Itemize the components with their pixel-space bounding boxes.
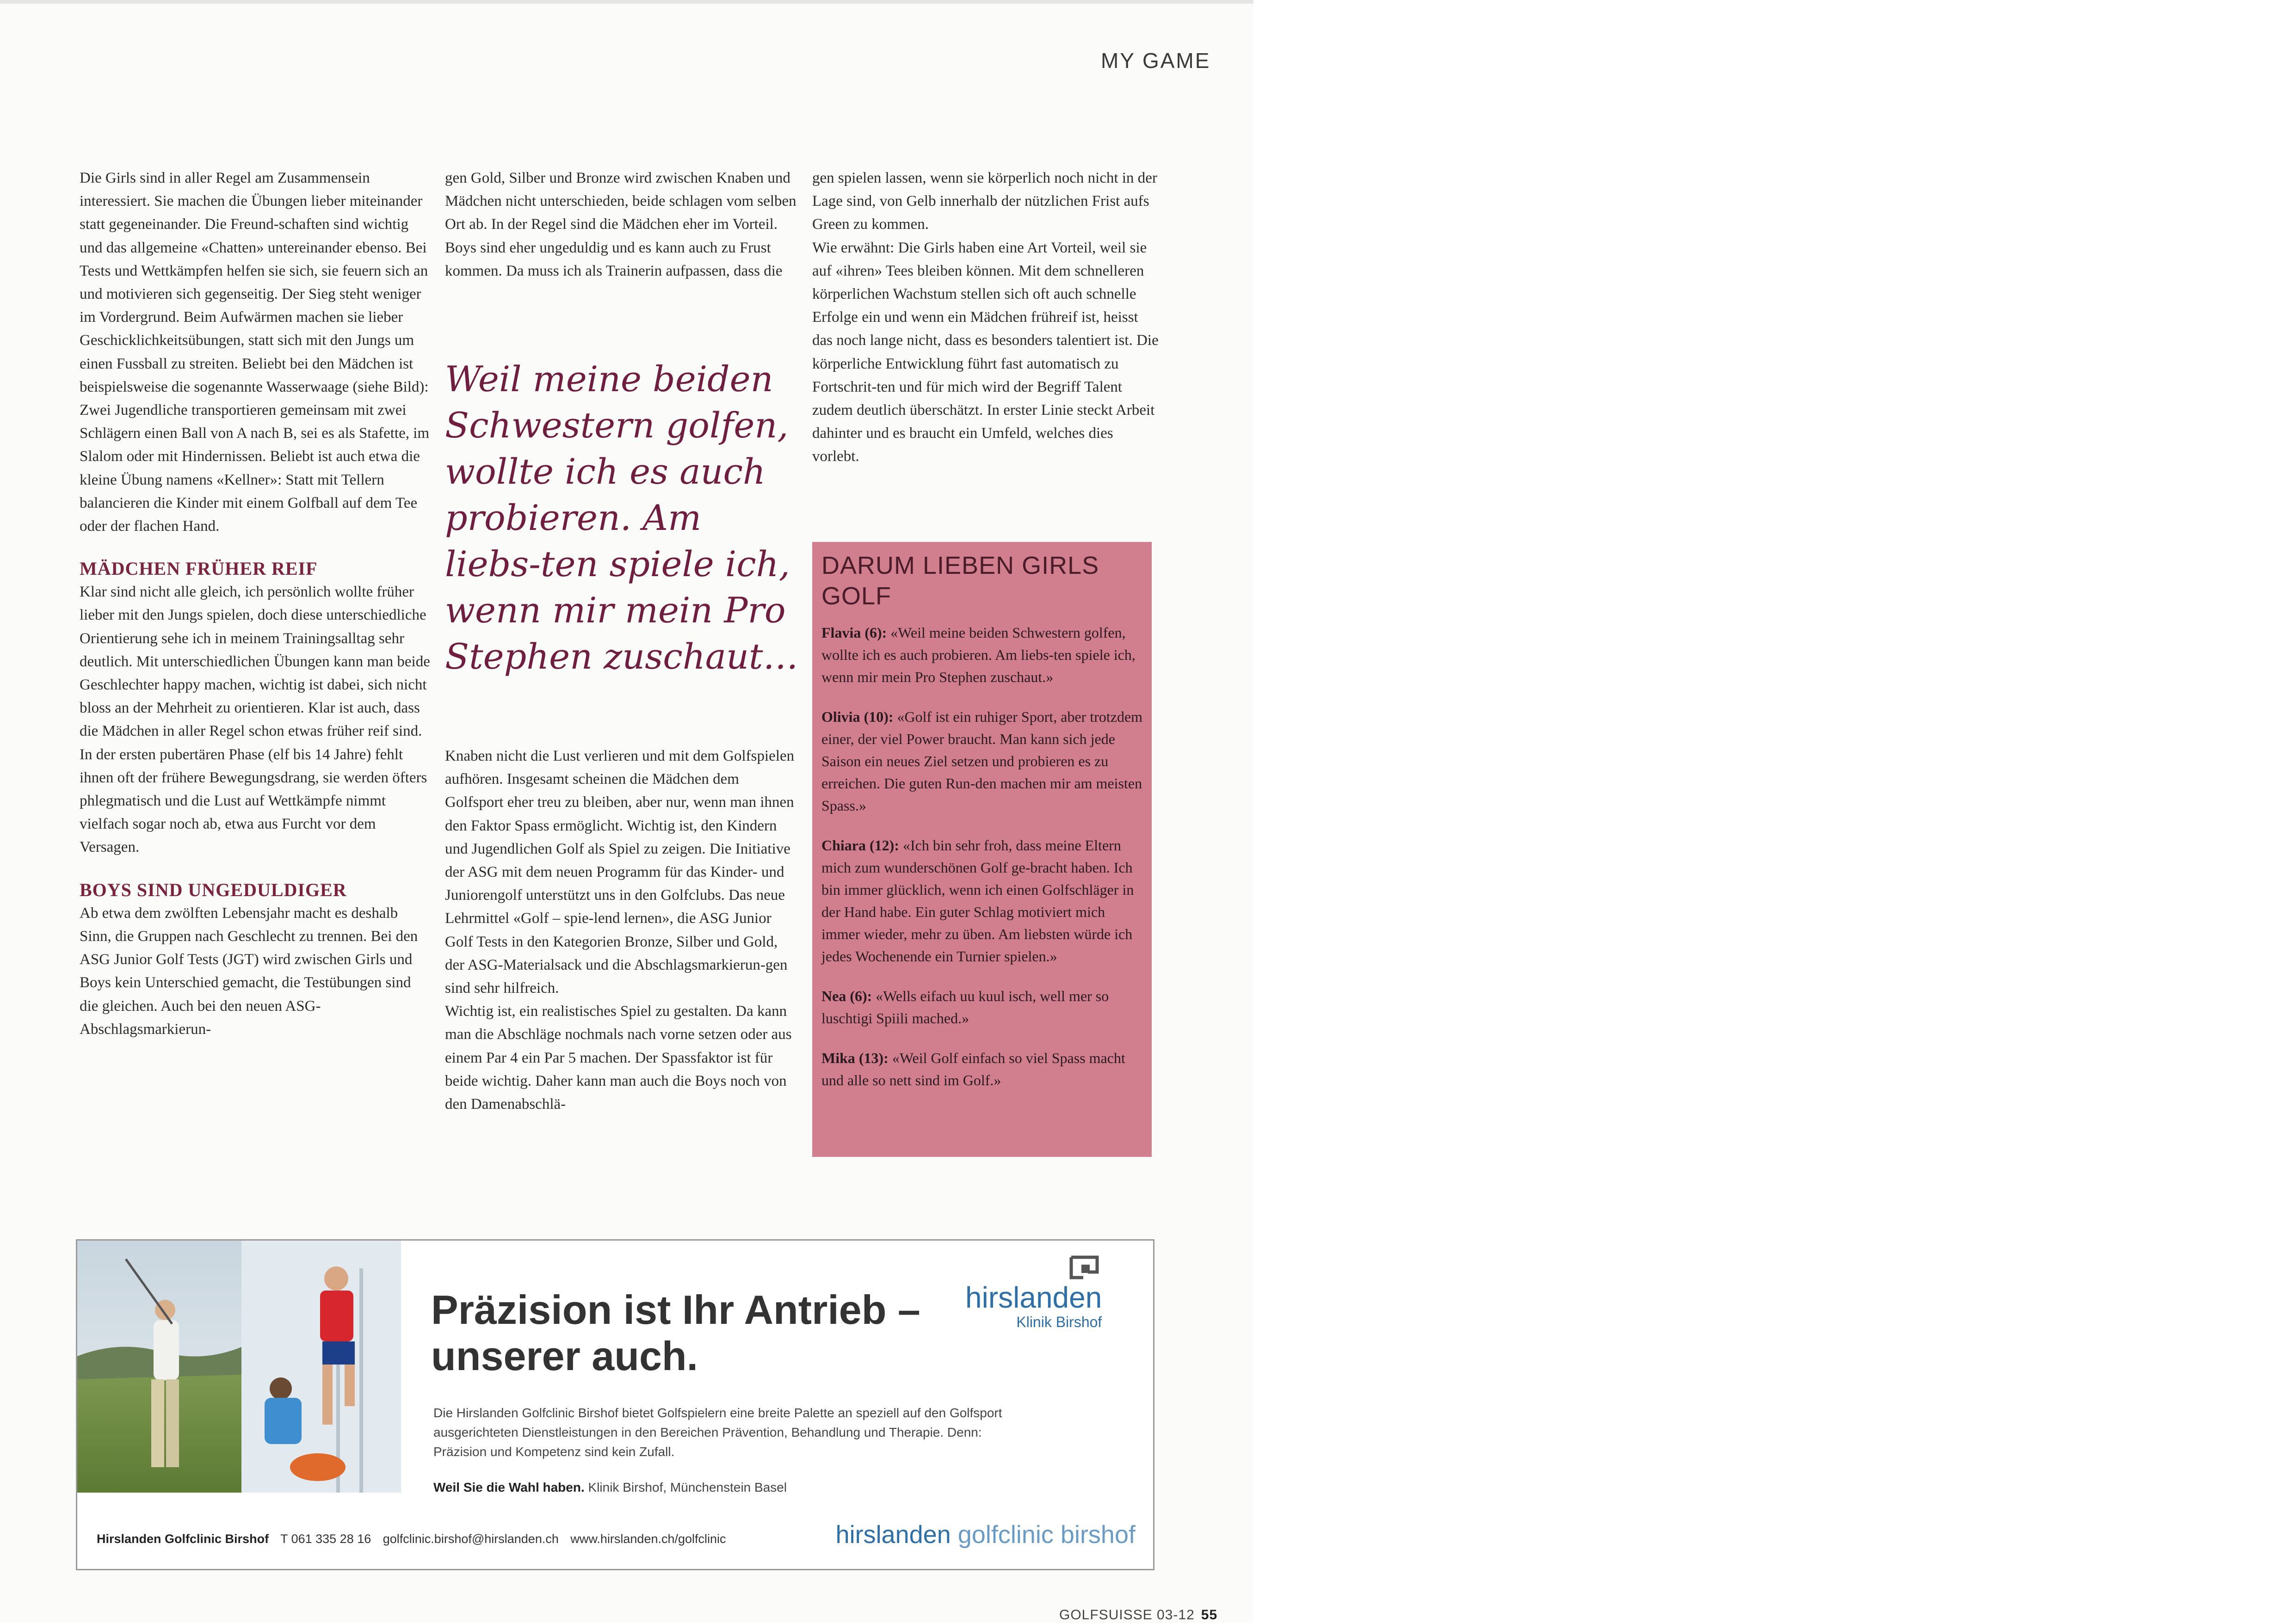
ad-contact-line (97, 1532, 734, 1546)
paragraph: Knaben nicht die Lust verlieren und mit dem Golfspielen aufhören. Insgesamt scheinen die Mädchen dem Golfsport eher treu zu bleiben, aber nur, wenn man ihnen den Faktor Spass ermöglicht. Wichtig ist, den Kindern und Jugendlichen Golf als Spiel zu zeigen. Die Initiative der ASG mit dem neuen Programm für das Kinder- und Juniorengolf unterstützt uns in den Golfclubs. Das neue Lehrmittel «Golf – spie-lend lernen», die ASG Junior Golf Tests in den Kategorien Bronze, Silber und Gold, der ASG-Materialsack und die Abschlagsmarkierun-gen sind sehr hilfreich. (445, 748, 795, 997)
page-footer (1059, 1607, 1217, 1623)
speaker-quote: «Golf ist ein ruhiger Sport, aber trotzdem einer, der viel Power braucht. Man kann sich jede Saison ein neues Ziel setzen und probieren es zu erreichen. Die guten Run-den machen mir am meisten Spass.» (821, 708, 1143, 814)
paragraph: gen Gold, Silber und Bronze wird zwischen Knaben und Mädchen nicht unterschieden, beide schlagen vom selben Ort ab. In der Regel sind die Mädchen eher im Vorteil. Boys sind eher ungeduldig und es kann auch zu Frust kommen. Da muss ich als Trainerin aufpassen, dass die (445, 170, 796, 279)
subheading: MÄDCHEN FRÜHER REIF (80, 558, 318, 579)
list-item (821, 985, 1145, 1029)
column-2-top (445, 166, 797, 283)
page-number: 55 (1201, 1607, 1218, 1623)
footer-brand-word: golfclinic birshof (957, 1521, 1136, 1549)
speaker-name: Mika (13): (821, 1050, 889, 1066)
magazine-issue: GOLFSUISSE 03-12 (1059, 1607, 1195, 1623)
paragraph: Klar sind nicht alle gleich, ich persönlich wollte früher lieber mit den Jungs spielen, doch diese unterschiedliche Orientierung sehe ich in meinem Trainingsalltag sehr deutlich. Mit unterschiedlichen Übungen kann man beide Geschlechter happy machen, wichtig ist dabei, sich nicht bloss an der Mehrheit zu orientieren. Klar ist auch, dass die Mädchen in aller Regel schon etwas früher reif sind. In der ersten pubertären Phase (elf bis 14 Jahre) fehlt ihnen oft der frühere Bewegungsdrang, sie werden öfters phlegmatisch und die Lust auf Wettkämpfe nimmt vielfach sogar noch ab, etwa aus Furcht vor dem Versagen. (80, 584, 430, 856)
sidebar-entries (821, 621, 1145, 1109)
logo-mark-icon (1069, 1254, 1102, 1281)
hirslanden-advertisement[interactable] (76, 1239, 1154, 1570)
paragraph: Die Girls sind in aller Regel am Zusammensein interessiert. Sie machen die Übungen lieber miteinander statt gegeneinander. Die Freund-schaften sind wichtig und das allgemeine «Chatten» untereinander ebenso. Bei Tests und Wettkämpfen helfen sie sich, sie feuern sich an und motivieren sich gegenseitig. Der Sieg steht weniger im Vordergrund. Beim Aufwärmen machen sie lieber Geschicklichkeitsübungen, statt sich mit den Jungs um einen Fussball zu streiten. Beliebt bei den Mädchen ist beispielsweise die sogenannte Wasserwaage (siehe Bild): Zwei Jugendliche transportieren gemeinsam mit zwei Schlägern einen Ball von A nach B, sei es als Stafette, im Slalom oder mit Hindernissen. Beliebt ist auch etwa die kleine Übung namens «Kellner»: Statt mit Tellern balancieren die Kinder mit einem Golfball auf dem Tee oder der flachen Hand. (80, 170, 430, 535)
paragraph: Wie erwähnt: Die Girls haben eine Art Vorteil, weil sie auf «ihren» Tees bleiben können. Mit dem schnelleren körperlichen Wachstum stellen sich oft auch schnelle Erfolge ein und wenn ein Mädchen frühreif ist, heisst das noch lange nicht, dass es besonders talentiert ist. Die körperliche Entwicklung führt fast automatisch zu Fortschrit-ten und für mich wird der Begriff Talent zudem deutlich überschätzt. In erster Linie steckt Arbeit dahinter und es braucht ein Umfeld, welches dies vorlebt. (812, 239, 1159, 465)
phone-number[interactable]: T 061 335 28 16 (280, 1532, 371, 1546)
brand-sub: Klinik Birshof (1016, 1314, 1102, 1330)
speaker-quote: «Wells eifach uu kuul isch, well mer so luschtigi Spiili mached.» (821, 988, 1109, 1027)
ad-body: Die Hirslanden Golfclinic Birshof bietet Golfspielern eine breite Palette an speziell auf den Golfsport ausgerichteten Dienstleistungen in den Bereichen Prävention, Behandlung und Therapie. Denn: Präzision und Kompetenz sind kein Zufall. (433, 1406, 1002, 1459)
website-link[interactable]: www.hirslanden.ch/golfclinic (570, 1532, 726, 1546)
speaker-quote: «Weil meine beiden Schwestern golfen, wollte ich es auch probieren. Am liebs-ten spiele ich, wenn mir mein Pro Stephen zuschaut.» (821, 624, 1136, 685)
clinic-name: Hirslanden Golfclinic Birshof (97, 1532, 269, 1546)
paragraph: Wichtig ist, ein realistisches Spiel zu gestalten. Da kann man die Abschläge nochmals nach vorne setzen oder aus einem Par 4 ein Par 5 machen. Der Spassfaktor ist für beide wichtig. Daher kann man auch die Boys noch von den Damenabschlä- (445, 1003, 792, 1113)
column-3 (812, 166, 1159, 468)
list-item (821, 834, 1145, 967)
ad-headline-line: unserer auch. (431, 1333, 698, 1379)
tagline-rest: Klinik Birshof, Münchenstein Basel (588, 1480, 787, 1494)
speaker-name: Flavia (6): (821, 624, 887, 641)
subheading: BOYS SIND UNGEDULDIGER (80, 879, 347, 900)
speaker-quote: «Ich bin sehr froh, dass meine Eltern mich zum wunderschönen Golf ge-bracht haben. Ich bin immer glücklich, wenn ich einen Golfschläger in der Hand habe. Ein guter Schlag motiviert mich immer wieder, mehr zu üben. Am liebsten würde ich jedes Wochenende ein Turnier spielen.» (821, 837, 1134, 965)
pull-quote: Weil meine beiden Schwestern golfen, wollte ich es auch probieren. Am liebs-ten spiele ich, wenn mir mein Pro Stephen zuschaut… (445, 358, 798, 677)
ad-headline (431, 1287, 920, 1379)
ad-headline-line: Präzision ist Ihr Antrieb – (431, 1287, 920, 1333)
golf-physio-photo (77, 1241, 401, 1493)
column-2-bottom (445, 744, 797, 1116)
footer-brand-logo[interactable] (836, 1520, 1136, 1549)
email-link[interactable]: golfclinic.birshof@hirslanden.ch (383, 1532, 559, 1546)
list-item (821, 1047, 1145, 1091)
hirslanden-logo[interactable] (965, 1281, 1102, 1330)
tagline-bold: Weil Sie die Wahl haben. (433, 1480, 585, 1494)
ad-tagline (433, 1480, 787, 1495)
sidebar-title: DARUM LIEBEN GIRLS GOLF (821, 552, 1099, 610)
ad-photo (77, 1241, 401, 1493)
speaker-name: Nea (6): (821, 988, 872, 1004)
paragraph: Ab etwa dem zwölften Lebensjahr macht es deshalb Sinn, die Gruppen nach Geschlecht zu trennen. Bei den ASG Junior Golf Tests (JGT) wird zwischen Girls und Boys kein Unterschied gemacht, die Testübungen sind die gleichen. Auch bei den neuen ASG-Abschlagsmarkierun- (80, 904, 418, 1038)
column-1 (80, 166, 431, 1041)
section-header: MY GAME (1101, 49, 1211, 73)
quotes-sidebar (812, 542, 1152, 1157)
speaker-name: Olivia (10): (821, 708, 894, 725)
paragraph: gen spielen lassen, wenn sie körperlich noch nicht in der Lage sind, von Gelb innerhalb der nützlichen Frist aufs Green zu kommen. (812, 170, 1157, 233)
list-item (821, 706, 1145, 817)
speaker-name: Chiara (12): (821, 837, 899, 854)
speaker-quote: «Weil Golf einfach so viel Spass macht und alle so nett sind im Golf.» (821, 1050, 1125, 1088)
brand-name: hirslanden (965, 1281, 1102, 1314)
top-edge (0, 0, 1253, 4)
footer-brand-word: hirslanden (835, 1521, 951, 1549)
list-item (821, 621, 1145, 688)
